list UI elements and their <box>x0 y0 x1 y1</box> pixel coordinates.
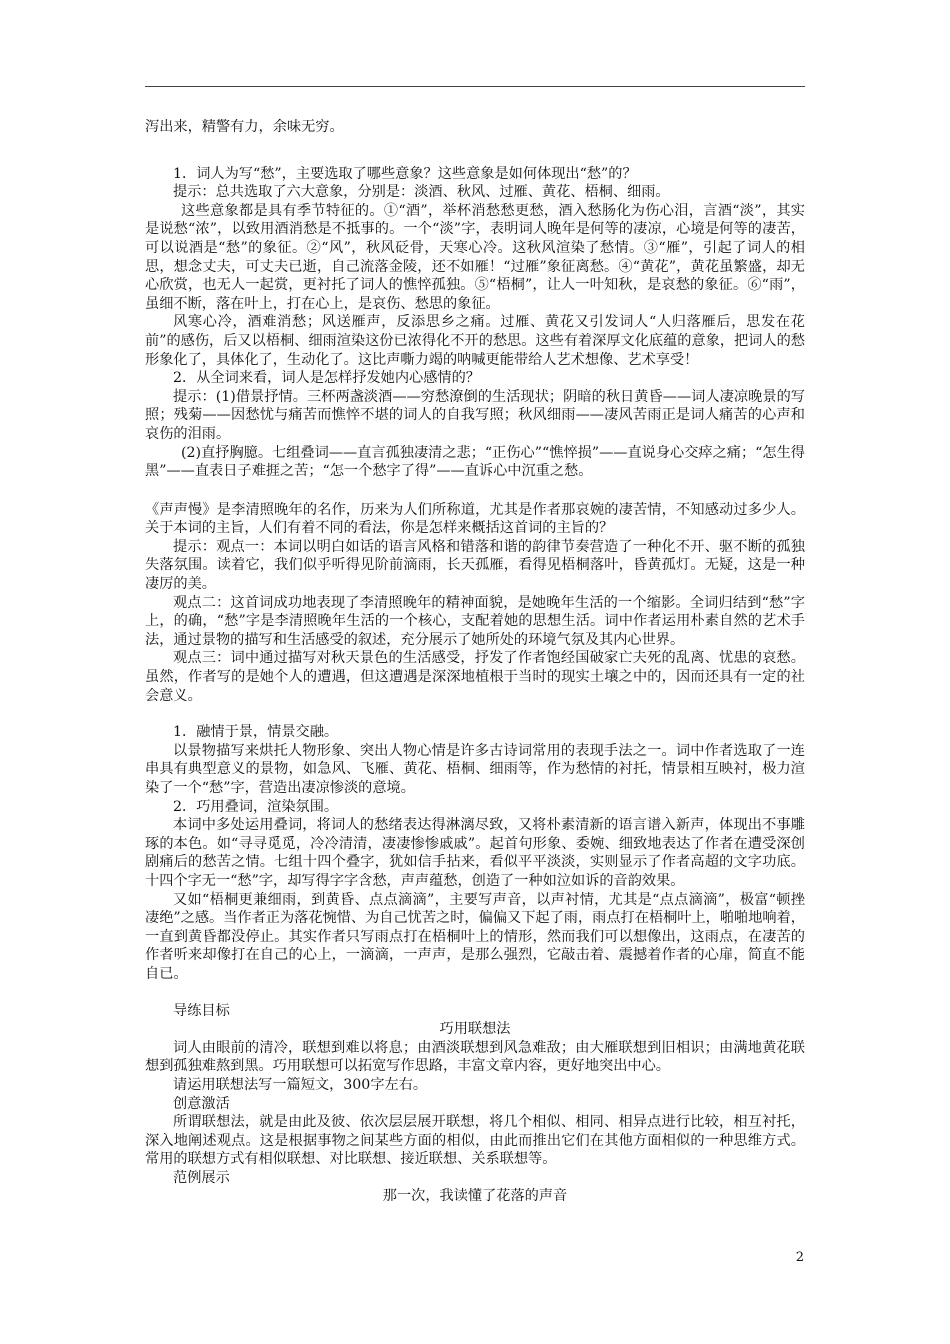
page-number: 2 <box>795 1250 804 1265</box>
paragraph: 提示：(1)借景抒情。三杯两盏淡酒——穷愁潦倒的生活现状；阴暗的秋日黄昏——词人凄凉晚景的写照；残菊——因愁忧与痛苦而憔悴不堪的词人的自我写照；秋风细雨——凄风苦雨正是词人痛苦的心声和哀伤的泪雨。 <box>145 388 805 442</box>
paragraph: 《声声慢》是李清照晚年的名作，历来为人们所称道，尤其是作者那哀婉的凄苦情，不知感动过多少人。关于本词的主旨，人们有着不同的看法，你是怎样来概括这首词的主旨的？ <box>145 501 805 537</box>
paragraph: 风寒心冷，酒难消愁；风送雁声，反添思乡之痛。过雁、黄花又引发词人“人归落雁后，思发在花前”的感伤，后又以梧桐、细雨渲染这份已浓得化不开的愁思。这些有着深厚文化底蕴的意象，把词人的愁形象化了，具体化了，生动化了。这比声嘶力竭的呐喊更能带给人艺术想像、艺术享受！ <box>145 314 805 368</box>
paragraph: 提示：观点一：本词以明白如话的语言风格和错落和谐的韵律节奏营造了一种化不开、驱不断的孤独失落氛围。读着它，我们似乎听得见阶前滴雨，长天孤雁，看得见梧桐落叶，昏黄孤灯。无疑，这是一种凄厉的美。 <box>145 538 805 593</box>
paragraph: 导练目标 <box>173 1002 230 1019</box>
paragraph: 2．从全词来看，词人是怎样抒发她内心感情的？ <box>173 370 480 387</box>
paragraph: 本词中多处运用叠词，将词人的愁绪表达得淋漓尽致，又将朴素清新的语言谱入新声，体现出不事雕琢的本色。如“寻寻觅觅，冷冷清清，凄凄惨惨戚戚”。起首句形象、委婉、细致地表达了作者在遭受深创剧痛后的愁苦之情。七组十四个叠字，犹如信手拈来，看似平平淡淡，实则显示了作者高超的文字功底。十四个字无一“愁”字，却写得字字含愁，声声蕴愁，创造了一种如泣如诉的音韵效果。 <box>145 817 805 889</box>
paragraph: 观点二：这首词成功地表现了李清照晚年的精神面貌，是她晚年生活的一个缩影。全词归结到“愁”字上，的确，“愁”字是李清照晚年生活的一个核心，支配着她的思想生活。词中作者运用朴素自然的艺术手法，通过景物的描写和生活感受的叙述，充分展示了她所处的环境气氛及其内心世界。 <box>145 594 805 648</box>
paragraph: 1．融情于景，情景交融。 <box>173 724 339 741</box>
paragraph: 观点三：词中通过描写对秋天景色的生活感受，抒发了作者饱经国破家亡夫死的乱离、忧患的哀愁。虽然，作者写的是她个人的遭遇，但这遭遇是深深地植根于当时的现实土壤之中的，因而还具有一定的社会意义。 <box>145 650 805 704</box>
paragraph: 词人由眼前的清冷，联想到难以将息；由酒淡联想到风急难敌；由大雁联想到旧相识；由满地黄花联想到孤独难熬到黑。巧用联想可以拓宽写作思路，丰富文章内容，更好地突出中心。 <box>145 1039 805 1075</box>
paragraph: 泻出来，精警有力，余味无穷。 <box>145 119 344 135</box>
section-title: 巧用联想法 <box>439 1021 511 1038</box>
paragraph: 2．巧用叠词，渲染氛围。 <box>173 798 339 815</box>
paragraph: (2)直抒胸臆。七组叠词——直言孤独凄清之悲；“正伤心”“憔悴损”——直说身心交瘁之痛；“怎生得黑”——直表日子难捱之苦；“怎一个愁字了得”——直诉心中沉重之愁。 <box>145 444 805 480</box>
paragraph: 这些意象都是具有季节特征的。①“酒”，举杯消愁愁更愁，酒入愁肠化为伤心泪，言酒“淡”，其实是说愁“浓”，以致用酒消愁是不抵事的。一个“淡”字，表明词人晚年是何等的凄凉，心境是何等的凄苦，可以说酒是“愁”的象征。②“风”，秋风砭骨，天寒心冷。这秋风渲染了愁情。③“雁”，引起了词人的相思，想念丈夫，可丈夫已逝，自己流落金陵，还不如雁！“过雁”象征离愁。④“黄花”，黄花虽繁盛，却无心欣赏，也无人一起赏，更衬托了词人的憔悴孤独。⑤“梧桐”，让人一叶知秋，是哀愁的象征。⑥“雨”，虽细不断，落在叶上，打在心上，是哀伤、愁思的象征。 <box>145 202 805 312</box>
paragraph: 所谓联想法，就是由此及彼、依次层层展开联想，将几个相似、相同、相异点进行比较，相互衬托，深入地阐述观点。这是根据事物之间某些方面的相似，由此而推出它们在其他方面相似的一种思维方式。常用的联想方式有相似联想、对比联想、接近联想、关系联想等。 <box>145 1114 805 1168</box>
paragraph: 1．词人为写“愁”，主要选取了哪些意象？这些意象是如何体现出“愁”的？ <box>173 165 637 182</box>
paragraph: 又如“梧桐更兼细雨，到黄昏、点点滴滴”，主要写声音，以声衬情，尤其是“点点滴滴”，极富“顿挫凄绝”之感。当作者正为落花惋惜、为自己忧苦之时，偏偏又下起了雨，雨点打在梧桐叶上，啪啪地响着，一直到黄昏都没停止。其实作者只写雨点打在梧桐叶上的情形，然而我们可以想像出，这雨点，在凄苦的作者听来却像打在自己的心上，一滴滴，一声声，是那么强烈，它敲击着、震撼着作者的心扉，简直不能自已。 <box>145 891 805 982</box>
paragraph: 以景物描写来烘托人物形象、突出人物心情是许多古诗词常用的表现手法之一。词中作者选取了一连串具有典型意义的景物，如急风、飞雁、黄花、梧桐、细雨等，作为愁情的衬托，情景相互映衬，极力渲染了一个“愁”字，营造出凄凉惨淡的意境。 <box>145 742 805 796</box>
paragraph: 范例展示 <box>173 1169 230 1186</box>
document-body <box>145 118 805 1206</box>
paragraph: 创意激活 <box>173 1095 230 1112</box>
paragraph: 提示：总共选取了六大意象，分别是：淡酒、秋风、过雁、黄花、梧桐、细雨。 <box>173 184 670 201</box>
paragraph: 请运用联想法写一篇短文，300字左右。 <box>173 1076 428 1093</box>
header-rule <box>145 86 805 87</box>
section-title: 那一次，我读懂了花落的声音 <box>382 1188 568 1205</box>
